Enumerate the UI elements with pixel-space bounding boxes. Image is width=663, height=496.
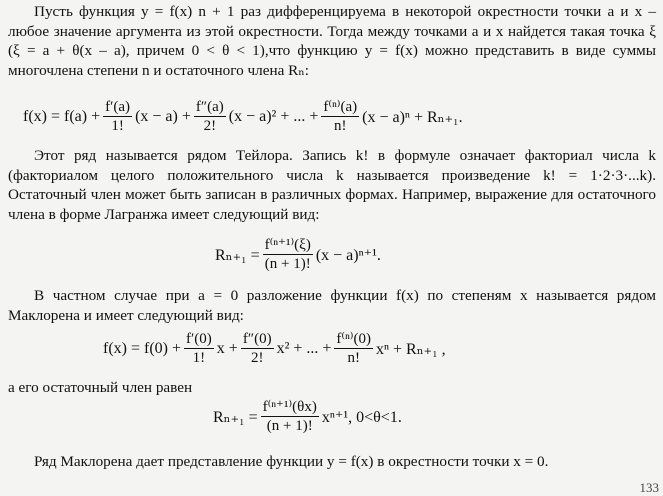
formula-lagrange-remainder: Rₙ₊₁ = $\frac{\text{f⁽ⁿ⁺¹⁾(ξ)}}{(n + 1)!}$ (x − a)ⁿ⁺¹. [215, 237, 381, 272]
formula-maclaurin-series: f(x) = f(0) + $\frac{f'(0)}{1!}$ x + $\frac{f''(0)}{2!}$ x² + ... + $\frac{\text{f⁽ⁿ⁾(0)}}{n!}$ xⁿ + Rₙ₊₁ , [103, 331, 446, 366]
page-number: 133 [639, 480, 659, 495]
paragraph-taylor-description: Этот ряд называется рядом Тейлора. Запись k! в формуле означает факториал числа k (факториалом целого положительного числа k называется произведение k! = 1·2·3·...k). Остаточный член может быть записан в различных формах. Например, выражение для остаточного члена в форме Лагранжа имеет следующий вид: [8, 147, 656, 223]
paragraph-maclaurin-intro: В частном случае при a = 0 разложение функции f(x) по степеням x называется рядом Маклорена и имеет следующий вид: [8, 287, 656, 324]
paragraph-maclaurin-conclusion: Ряд Маклорена дает представление функции y = f(x) в окрестности точки x = 0. [34, 453, 549, 470]
paragraph-taylor-intro: Пусть функция y = f(x) n + 1 раз дифференцируема в некоторой окрестности точки a и x – любое значение аргумента из этой окрестности. Тогда между точками a и x найдется такая точка ξ (ξ = a + θ(x – a), причем 0 < θ < 1),что функцию y = f(x) можно представить в виде суммы многочлена степени n и остаточного члена Rₙ: [8, 3, 656, 79]
formula-maclaurin-remainder: Rₙ₊₁ = $\frac{\text{f⁽ⁿ⁺¹⁾(θx)}}{(n + 1)!}$ xⁿ⁺¹, 0<θ<1. [213, 399, 402, 434]
formula-taylor-series: f(x) = f(a) + $\frac{f'(a)}{1!}$ (x − a) + $\frac{f''(a)}{2!}$ (x − a)² + ... + $\frac{\text{f⁽ⁿ⁾(a)}}{n!}$ (x − a)ⁿ + Rₙ₊₁. [23, 99, 463, 134]
paragraph-remainder-label: а его остаточный член равен [8, 379, 193, 396]
